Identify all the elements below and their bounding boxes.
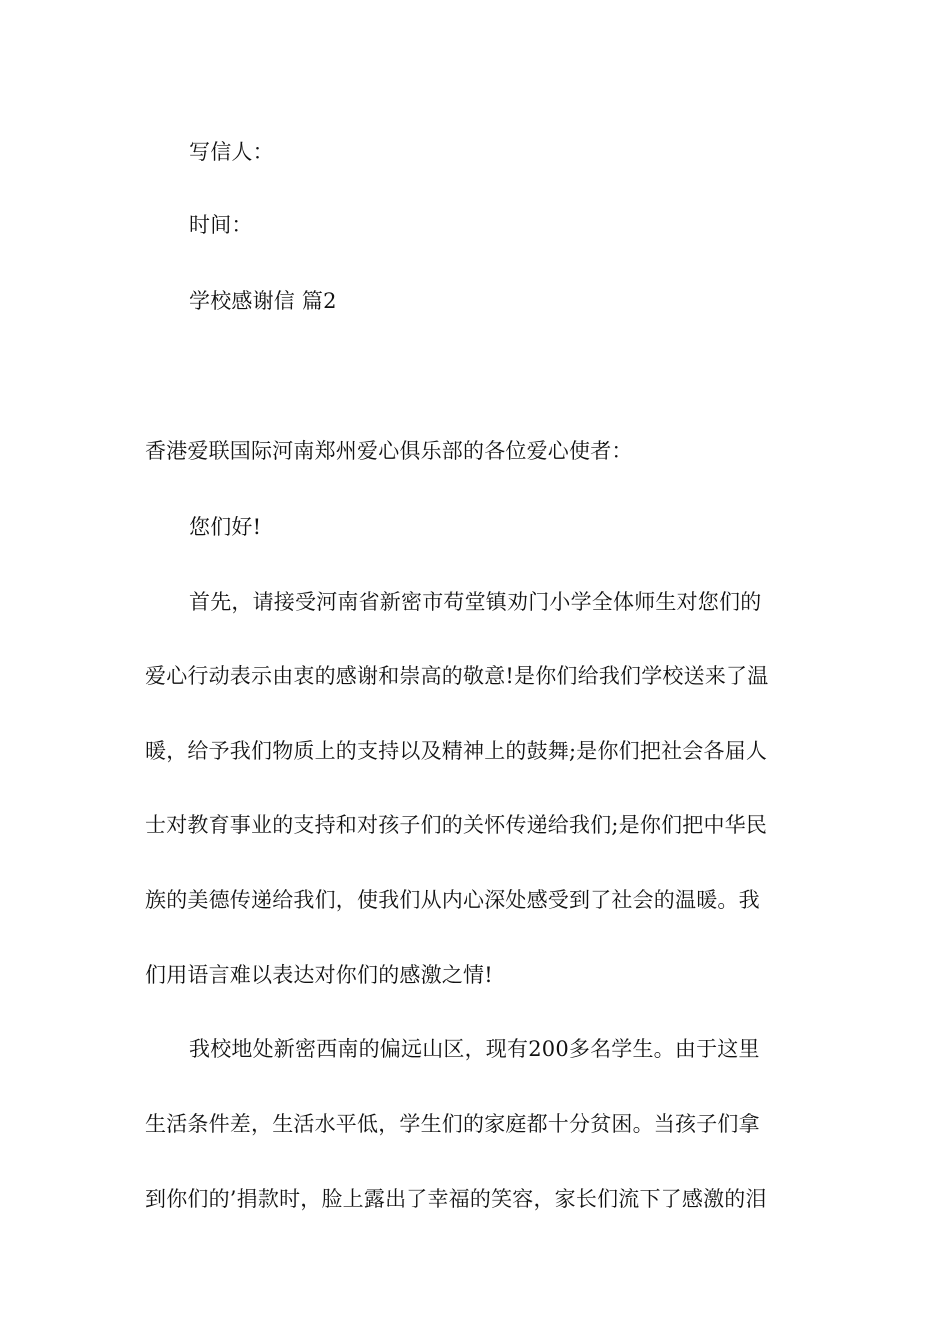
paragraph-line: 首先，请接受河南省新密市苟堂镇劝门小学全体师生对您们的 <box>189 590 762 614</box>
paragraph-line: 爱心行动表示由衷的感谢和崇高的敬意!是你们给我们学校送来了温 <box>145 664 769 688</box>
paragraph-line: 族的美德传递给我们，使我们从内心深处感受到了社会的温暖。我 <box>145 888 760 912</box>
letter-title: 学校感谢信 篇2 <box>189 289 337 313</box>
date-label: 时间： <box>189 213 253 237</box>
writer-label: 写信人： <box>189 140 274 164</box>
greeting: 您们好! <box>189 515 262 539</box>
paragraph-line: 士对教育事业的支持和对孩子们的关怀传递给我们;是你们把中华民 <box>145 813 768 837</box>
paragraph-line: 生活条件差，生活水平低，学生们的家庭都十分贫困。当孩子们拿 <box>145 1112 760 1136</box>
paragraph-line: 我校地处新密西南的偏远山区，现有200多名学生。由于这里 <box>189 1037 760 1061</box>
paragraph-line: 们用语言难以表达对你们的感激之情! <box>145 963 493 987</box>
salutation: 香港爱联国际河南郑州爱心俱乐部的各位爱心使者： <box>145 439 633 463</box>
paragraph-line: 暖，给予我们物质上的支持以及精神上的鼓舞;是你们把社会各届人 <box>145 739 768 763</box>
paragraph-line: 到你们的’捐款时，脸上露出了幸福的笑容，家长们流下了感激的泪 <box>145 1187 767 1211</box>
